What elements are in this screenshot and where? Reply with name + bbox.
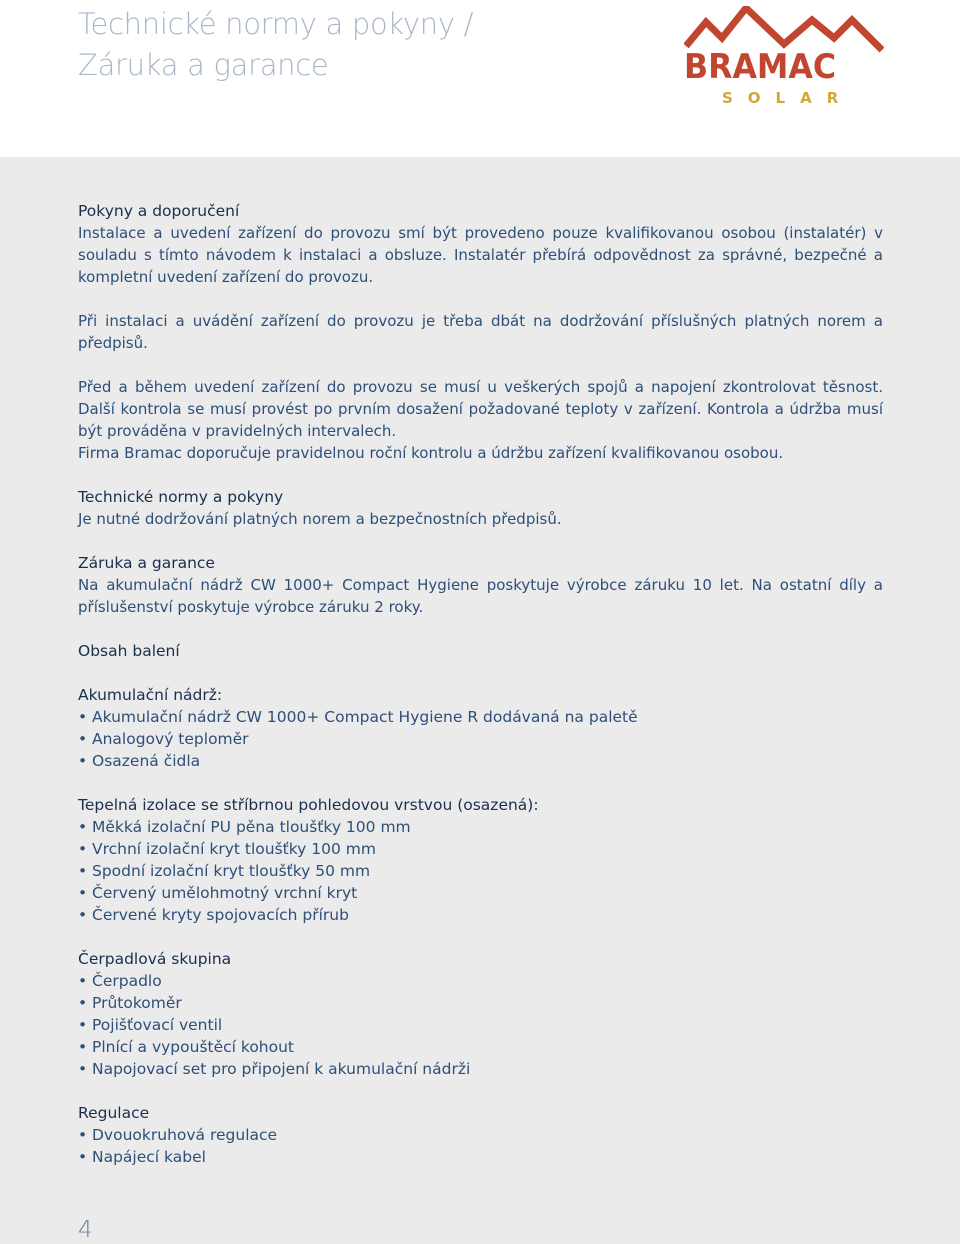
- list-item: • Měkká izolační PU pěna tloušťky 100 mm: [78, 818, 411, 836]
- list-item: • Pojišťovací ventil: [78, 1016, 223, 1034]
- list-item: • Napojovací set pro připojení k akumulační nádrži: [78, 1060, 471, 1078]
- document-body: [78, 200, 883, 1168]
- list-item: • Spodní izolační kryt tloušťky 50 mm: [78, 862, 371, 880]
- heading-normy: Technické normy a pokyny: [78, 488, 284, 506]
- list-item: • Analogový teploměr: [78, 730, 249, 748]
- list-cerpadlova: [78, 970, 883, 1080]
- list-item: • Osazená čidla: [78, 752, 201, 770]
- heading-nadrz: Akumulační nádrž:: [78, 686, 223, 704]
- list-item: • Dvouokruhová regulace: [78, 1126, 278, 1144]
- paragraph-pokyny-3: Před a během uvedení zařízení do provozu se musí u veškerých spojů a napojení zkontrolovat těsnost. Další kontrola se musí provést po prvním dosažení požadované teploty v zařízení. Kontrola a údržba musí být prováděna v pravidelných intervalech.: [78, 378, 883, 440]
- heading-pokyny: Pokyny a doporučení: [78, 202, 240, 220]
- page-number: 4: [78, 1217, 93, 1243]
- heading-cerpadlova: Čerpadlová skupina: [78, 950, 232, 968]
- paragraph-pokyny-1: Instalace a uvedení zařízení do provozu smí být provedeno pouze kvalifikovanou osobou (instalatér) v souladu s tímto návodem k instalaci a obsluze. Instalatér přebírá odpovědnost za správné, bezpečné a kompletní uvedení zařízení do provozu.: [78, 224, 883, 286]
- list-regulace: [78, 1124, 883, 1168]
- list-item: • Červené kryty spojovacích přírub: [78, 906, 349, 924]
- paragraph-zaruka: Na akumulační nádrž CW 1000+ Compact Hygiene poskytuje výrobce záruku 10 let. Na ostatní díly a příslušenství poskytuje výrobce záruku 2 roky.: [78, 576, 883, 616]
- page-title: [78, 4, 473, 86]
- list-item: • Plnící a vypouštěcí kohout: [78, 1038, 295, 1056]
- list-item: • Červený umělohmotný vrchní kryt: [78, 884, 358, 902]
- paragraph-pokyny-2: Při instalaci a uvádění zařízení do provozu je třeba dbát na dodržování příslušných platných norem a předpisů.: [78, 312, 883, 352]
- page-title-line-2: Záruka a garance: [78, 48, 329, 82]
- list-item: • Akumulační nádrž CW 1000+ Compact Hygiene R dodávaná na paletě: [78, 708, 638, 726]
- list-item: • Vrchní izolační kryt tloušťky 100 mm: [78, 840, 376, 858]
- paragraph-pokyny-4: Firma Bramac doporučuje pravidelnou roční kontrolu a údržbu zařízení kvalifikovanou osobou.: [78, 444, 784, 462]
- list-izolace: [78, 816, 883, 926]
- list-item: • Průtokoměr: [78, 994, 182, 1012]
- bramac-solar-logo: [684, 6, 884, 110]
- heading-izolace: Tepelná izolace se stříbrnou pohledovou vrstvou (osazená):: [78, 796, 539, 814]
- paragraph-normy: Je nutné dodržování platných norem a bezpečnostních předpisů.: [78, 510, 562, 528]
- heading-regulace: Regulace: [78, 1104, 150, 1122]
- page-header: [0, 0, 960, 157]
- page-title-line-1: Technické normy a pokyny /: [78, 7, 474, 41]
- list-nadrz: [78, 706, 883, 772]
- logo-brand-text: BRAMAC: [684, 47, 837, 87]
- list-item: • Čerpadlo: [78, 972, 162, 990]
- list-item: • Napájecí kabel: [78, 1148, 206, 1166]
- heading-zaruka: Záruka a garance: [78, 554, 215, 572]
- heading-obsah: Obsah balení: [78, 642, 180, 660]
- logo-sub-text: SOLAR: [722, 89, 854, 107]
